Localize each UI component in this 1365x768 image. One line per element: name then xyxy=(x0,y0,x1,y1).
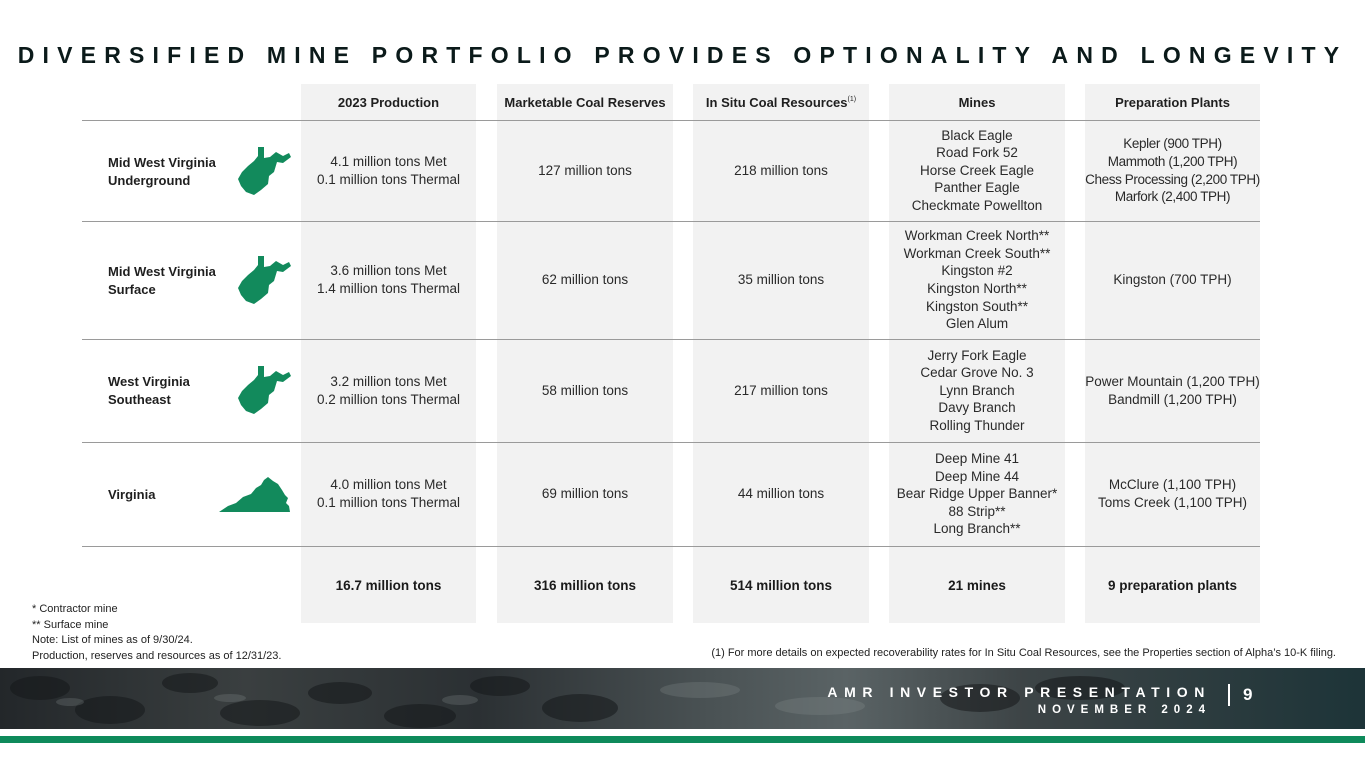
total-reserves: 316 million tons xyxy=(533,577,637,593)
footer-accent-stripe xyxy=(0,736,1365,743)
header-reserves: Marketable Coal Reserves xyxy=(504,94,666,110)
mine-item: Lynn Branch xyxy=(939,382,1015,398)
mine-item: Deep Mine 41 xyxy=(934,451,1020,467)
reserves-cell: 127 million tons xyxy=(538,162,632,178)
mine-item: Workman Creek North** xyxy=(904,228,1050,244)
total-mines: 21 mines xyxy=(948,577,1006,593)
plant-item: Kepler (900 TPH) xyxy=(1123,136,1222,152)
production-cell xyxy=(301,221,476,339)
production-cell xyxy=(301,339,476,442)
header-production: 2023 Production xyxy=(337,94,440,110)
production-met: 4.1 million tons Met xyxy=(330,153,447,169)
footer-presentation-title: AMR INVESTOR PRESENTATION xyxy=(827,684,1211,700)
row-label-line1: West Virginia xyxy=(108,374,190,389)
mine-item: Glen Alum xyxy=(945,316,1009,332)
mine-item: Davy Branch xyxy=(938,400,1016,416)
mines-cell xyxy=(889,339,1065,442)
row-label-line1: Virginia xyxy=(108,487,156,502)
production-cell xyxy=(301,442,476,546)
note-production-date: Production, reserves and resources as of 12/31/23. xyxy=(32,649,282,662)
mine-item: Rolling Thunder xyxy=(929,417,1025,433)
page-title: DIVERSIFIED MINE PORTFOLIO PROVIDES OPTIONALITY AND LONGEVITY xyxy=(17,42,1348,68)
west-virginia-map-icon xyxy=(236,254,292,306)
note-surface: ** Surface mine xyxy=(32,618,109,631)
footer-date: NOVEMBER 2024 xyxy=(1037,704,1211,716)
header-resources-footnote-ref: (1) xyxy=(847,95,857,103)
row-divider xyxy=(82,546,1260,547)
production-met: 3.2 million tons Met xyxy=(330,373,447,389)
plant-item: Power Mountain (1,200 TPH) xyxy=(1085,373,1260,389)
resources-cell: 44 million tons xyxy=(737,486,825,502)
reserves-cell: 62 million tons xyxy=(541,272,629,288)
header-resources-label: In Situ Coal Resources xyxy=(705,94,848,110)
row-label xyxy=(108,373,238,409)
mine-item: Road Fork 52 xyxy=(936,145,1018,161)
west-virginia-map-icon xyxy=(236,145,292,197)
reserves-cell: 58 million tons xyxy=(541,382,629,398)
production-met: 3.6 million tons Met xyxy=(330,263,447,279)
production-met: 4.0 million tons Met xyxy=(330,477,447,493)
header-mines: Mines xyxy=(958,94,996,110)
plant-item: Kingston (700 TPH) xyxy=(1113,272,1232,288)
mine-item: Bear Ridge Upper Banner* xyxy=(896,486,1058,502)
plant-item: Mammoth (1,200 TPH) xyxy=(1107,153,1238,169)
footnote: (1) For more details on expected recoverability rates for In Situ Coal Resources, see the Properties section of Alpha’s 10-K filing. xyxy=(711,647,1336,659)
mine-item: Horse Creek Eagle xyxy=(919,162,1035,178)
row-label-line2: Underground xyxy=(108,173,191,188)
mine-item: Kingston North** xyxy=(927,281,1027,296)
mine-item: Long Branch** xyxy=(933,521,1021,537)
row-label-line1: Mid West Virginia xyxy=(108,155,216,170)
note-mines-date: Note: List of mines as of 9/30/24. xyxy=(32,634,193,646)
mine-item: Jerry Fork Eagle xyxy=(927,347,1027,363)
plants-cell xyxy=(1082,120,1263,221)
row-label-line2: Surface xyxy=(108,282,156,297)
total-production: 16.7 million tons xyxy=(335,577,442,593)
footer-separator xyxy=(1228,684,1230,706)
header-plants: Preparation Plants xyxy=(1115,94,1230,110)
virginia-map-icon xyxy=(218,476,292,514)
mine-item: Kingston #2 xyxy=(941,263,1013,279)
row-label xyxy=(108,154,238,190)
resources-cell: 35 million tons xyxy=(737,272,825,288)
row-label xyxy=(108,263,238,299)
reserves-cell: 69 million tons xyxy=(541,486,629,502)
mine-item: Panther Eagle xyxy=(934,180,1020,196)
plants-cell xyxy=(1082,339,1263,442)
mines-cell xyxy=(889,120,1065,221)
mine-item: Checkmate Powellton xyxy=(911,197,1043,213)
plant-item: Marfork (2,400 TPH) xyxy=(1114,189,1231,205)
row-label-line1: Mid West Virginia xyxy=(108,264,216,279)
plant-item: Toms Creek (1,100 TPH) xyxy=(1097,495,1248,510)
notes xyxy=(32,602,281,664)
mine-item: Kingston South** xyxy=(925,298,1029,314)
plants-cell xyxy=(1085,221,1260,339)
header-resources xyxy=(693,84,869,120)
mines-cell xyxy=(882,442,1072,546)
note-contractor: * Contractor mine xyxy=(32,603,118,615)
mine-item: Workman Creek South** xyxy=(903,245,1051,261)
total-plants: 9 preparation plants xyxy=(1107,577,1238,593)
total-resources: 514 million tons xyxy=(729,577,833,593)
plant-item: Chess Processing (2,200 TPH) xyxy=(1085,171,1260,187)
production-cell xyxy=(301,120,476,221)
plant-item: McClure (1,100 TPH) xyxy=(1108,477,1237,493)
resources-cell: 217 million tons xyxy=(734,382,828,398)
mine-item: Deep Mine 44 xyxy=(934,468,1020,484)
row-label-line2: Southeast xyxy=(108,392,171,407)
production-thermal: 0.1 million tons Thermal xyxy=(316,495,461,510)
production-thermal: 0.1 million tons Thermal xyxy=(316,171,461,187)
plants-cell xyxy=(1085,442,1260,546)
mine-item: Cedar Grove No. 3 xyxy=(920,365,1034,381)
west-virginia-map-icon xyxy=(236,364,292,416)
plant-item: Bandmill (1,200 TPH) xyxy=(1108,391,1237,407)
mines-cell xyxy=(889,221,1065,339)
page-number: 9 xyxy=(1243,685,1253,704)
production-thermal: 1.4 million tons Thermal xyxy=(316,281,461,296)
mine-item: 88 Strip** xyxy=(948,503,1006,519)
production-thermal: 0.2 million tons Thermal xyxy=(316,391,461,407)
mine-item: Black Eagle xyxy=(941,127,1013,143)
resources-cell: 218 million tons xyxy=(734,162,828,178)
